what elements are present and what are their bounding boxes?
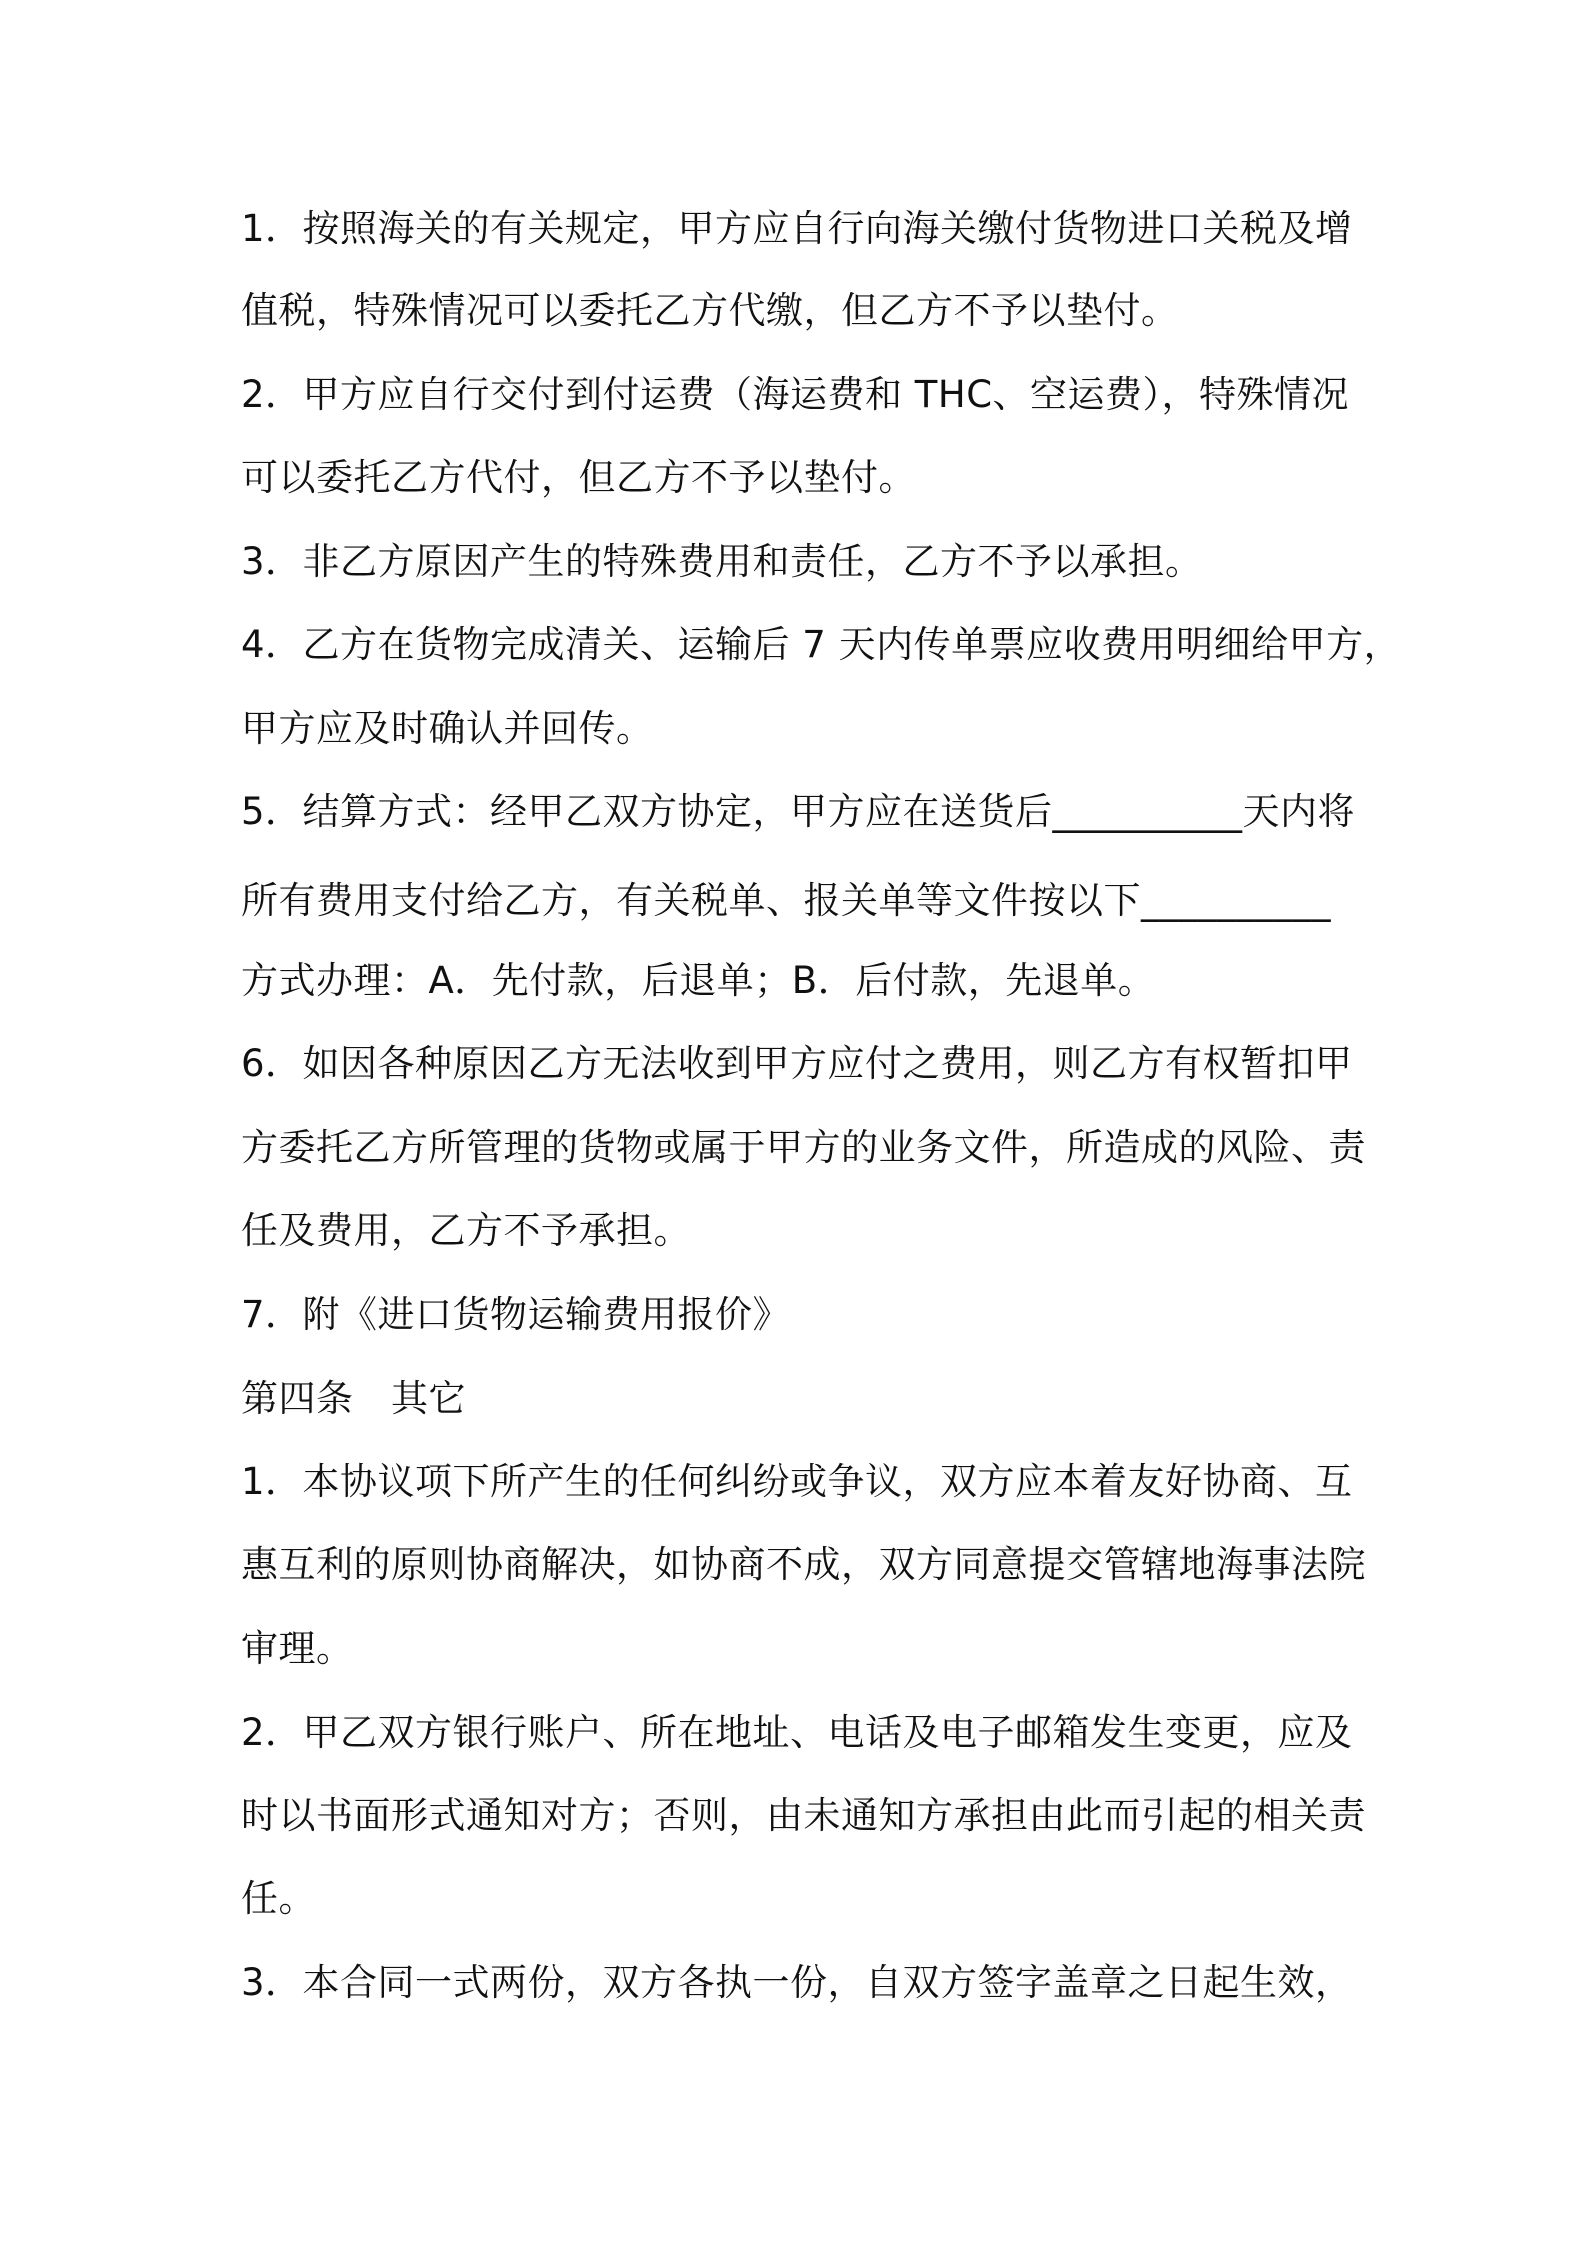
- text-line: 1．按照海关的有关规定，甲方应自行向海关缴付货物进口关税及增: [241, 207, 1353, 250]
- section-heading: 第四条 其它: [241, 1377, 466, 1420]
- text-line: 4．乙方在货物完成清关、运输后 7 天内传单票应收费用明细给甲方，: [241, 623, 1402, 666]
- text-line: 时以书面形式通知对方；否则，由未通知方承担由此而引起的相关责: [241, 1794, 1366, 1837]
- text-line: 3．非乙方原因产生的特殊费用和责任，乙方不予以承担。: [241, 540, 1203, 583]
- text-line: 惠互利的原则协商解决，如协商不成，双方同意提交管辖地海事法院: [241, 1543, 1366, 1586]
- text-line: 甲方应及时确认并回传。: [241, 707, 654, 750]
- text-line: 可以委托乙方代付，但乙方不予以垫付。: [241, 456, 916, 499]
- text-line: 所有费用支付给乙方，有关税单、报关单等文件按以下__________: [241, 879, 1331, 922]
- text-line: 5．结算方式：经甲乙双方协定，甲方应在送货后__________天内将: [241, 790, 1356, 833]
- text-line: 6．如因各种原因乙方无法收到甲方应付之费用，则乙方有权暂扣甲: [241, 1042, 1353, 1085]
- text-line: 审理。: [241, 1627, 354, 1670]
- text-line: 7．附《进口货物运输费用报价》: [241, 1293, 791, 1336]
- text-line: 任及费用，乙方不予承担。: [241, 1209, 691, 1252]
- text-line: 任。: [241, 1877, 316, 1920]
- text-line: 方委托乙方所管理的货物或属于甲方的业务文件，所造成的风险、责: [241, 1126, 1366, 1169]
- text-line: 2．甲乙双方银行账户、所在地址、电话及电子邮箱发生变更，应及: [241, 1711, 1353, 1754]
- text-line: 方式办理：A．先付款，后退单；B．后付款，先退单。: [241, 959, 1156, 1002]
- text-line: 值税，特殊情况可以委托乙方代缴，但乙方不予以垫付。: [241, 289, 1179, 332]
- text-line: 1．本协议项下所产生的任何纠纷或争议，双方应本着友好协商、互: [241, 1460, 1353, 1503]
- text-line: 2．甲方应自行交付到付运费（海运费和 THC、空运费），特殊情况: [241, 373, 1350, 416]
- text-line: 3．本合同一式两份，双方各执一份，自双方签字盖章之日起生效，: [241, 1961, 1353, 2004]
